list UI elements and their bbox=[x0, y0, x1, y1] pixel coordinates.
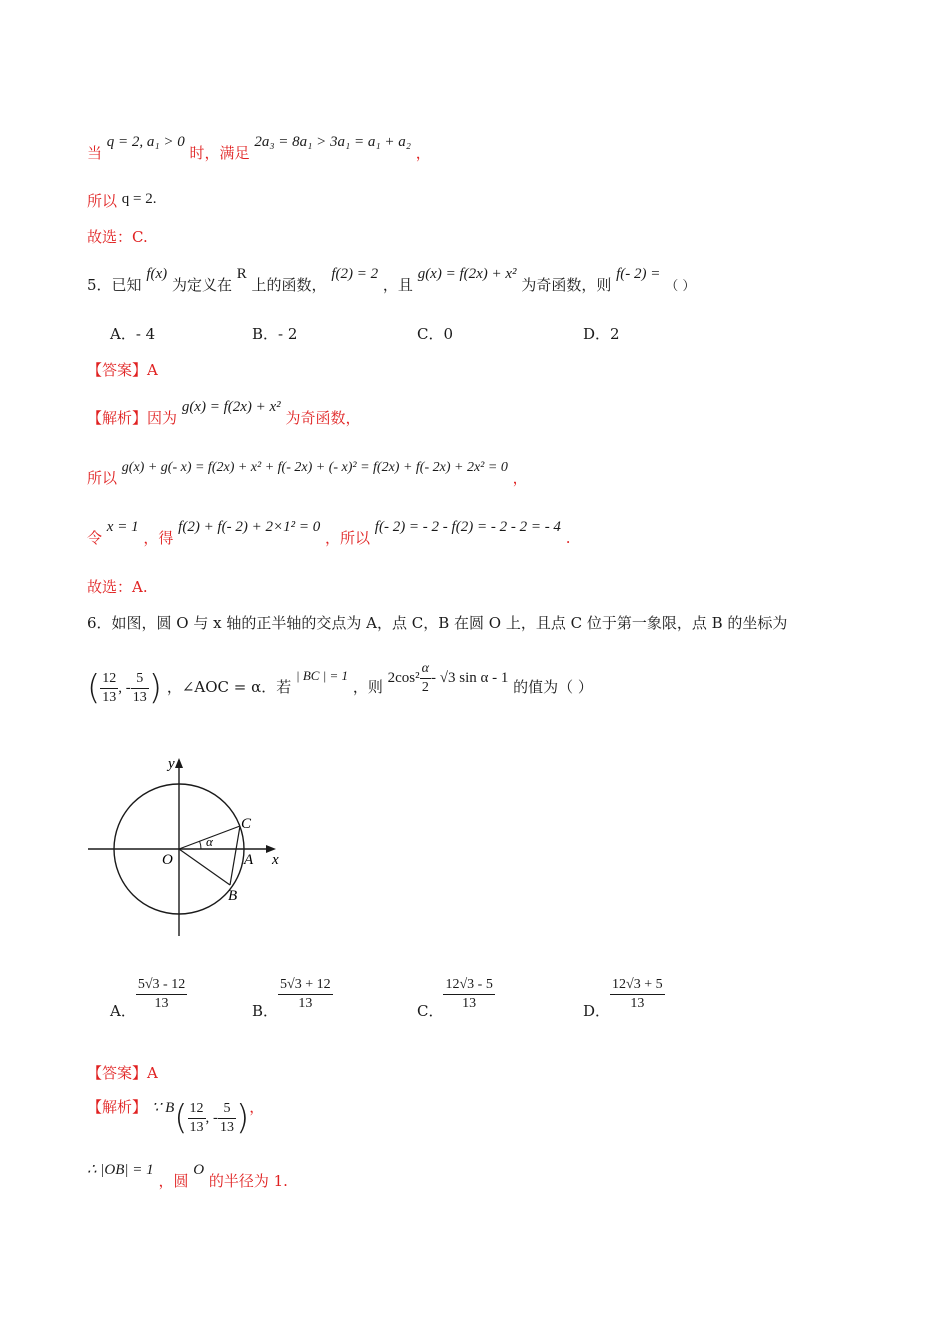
denominator: 13 bbox=[132, 689, 147, 705]
explanation-label: 【解析】 bbox=[87, 1098, 148, 1116]
option-label: D． bbox=[583, 1002, 611, 1020]
alpha-half-frac bbox=[420, 660, 431, 697]
q5-explanation-3 bbox=[87, 519, 571, 548]
relation-math: 2a₃ = 8a₁ > 3a₁ = a₁ + a₂ bbox=[254, 134, 411, 150]
comma: ， bbox=[415, 144, 431, 162]
q5-final-answer: 故选：A. bbox=[87, 578, 148, 596]
option-value: 2 bbox=[610, 325, 620, 343]
q6-option-a[interactable] bbox=[110, 976, 187, 1020]
option-label: B． bbox=[252, 325, 279, 343]
q5-f2: f(2) = 2 bbox=[331, 266, 379, 282]
coord-frac-1 bbox=[100, 670, 118, 707]
numerator: 12√3 + 5 bbox=[610, 976, 665, 995]
q5-paren: （ ） bbox=[665, 279, 696, 294]
so-text: 所以 bbox=[87, 469, 118, 487]
option-value: - 4 bbox=[135, 325, 156, 343]
q6-option-d[interactable] bbox=[583, 976, 665, 1020]
b-frac-2 bbox=[218, 1100, 236, 1137]
segment-ob bbox=[179, 849, 230, 885]
let-text: 令 bbox=[87, 529, 103, 547]
ob-math: ∴ |OB| = 1 bbox=[87, 1162, 154, 1178]
label-c: C bbox=[241, 816, 252, 832]
option-label: A． bbox=[110, 1002, 136, 1020]
y-axis-arrow bbox=[175, 758, 183, 768]
q5-exp1-math: g(x) = f(2x) + x² bbox=[181, 399, 281, 415]
option-label: A． bbox=[110, 325, 136, 343]
when-suffix-text: 时，满足 bbox=[189, 144, 250, 162]
numerator: 5 bbox=[131, 670, 149, 689]
right-paren: ) bbox=[236, 1098, 250, 1138]
q5-exp3-result: f(- 2) = - 2 - f(2) = - 2 - 2 = - 4 bbox=[374, 519, 561, 535]
label-alpha: α bbox=[206, 834, 213, 849]
expr-pre: 2cos² bbox=[387, 670, 420, 686]
numerator: 5√3 - 12 bbox=[136, 976, 187, 995]
b-frac-1 bbox=[188, 1100, 206, 1137]
q-value-math: q = 2. bbox=[121, 191, 157, 207]
denominator: 13 bbox=[298, 996, 313, 1011]
label-y: y bbox=[168, 756, 175, 772]
q5-explanation-1 bbox=[87, 399, 361, 428]
circle-text: ，圆 bbox=[158, 1172, 189, 1190]
previous-answer: 故选：C. bbox=[87, 228, 148, 246]
option-label: D． bbox=[583, 325, 611, 343]
numerator: 12√3 - 5 bbox=[443, 976, 494, 995]
q5-fm2: f(- 2) = bbox=[616, 266, 661, 282]
left-paren: ( bbox=[87, 668, 101, 708]
denominator: 2 bbox=[421, 679, 429, 695]
option-value: 0 bbox=[443, 325, 454, 343]
q5-exp3-x: x = 1 bbox=[106, 519, 139, 535]
q5-R: R bbox=[236, 266, 247, 282]
when-text: 当 bbox=[87, 144, 103, 162]
q5-text4: 为奇函数，则 bbox=[521, 276, 612, 294]
condition-math: q = 2, a₁ > 0 bbox=[106, 134, 185, 150]
denominator: 13 bbox=[154, 996, 169, 1011]
right-paren: ) bbox=[148, 668, 163, 708]
label-x: x bbox=[272, 852, 279, 868]
comma: ， bbox=[512, 469, 528, 487]
because-text: 因为 bbox=[147, 409, 178, 427]
q5-option-c[interactable] bbox=[417, 323, 453, 344]
q5-option-b[interactable] bbox=[252, 323, 297, 344]
coord-sep: , - bbox=[118, 680, 131, 696]
label-a: A bbox=[244, 852, 254, 868]
ask-text: 的值为（ ） bbox=[513, 678, 593, 696]
so-text: ，所以 bbox=[324, 529, 370, 547]
numerator: α bbox=[420, 660, 431, 679]
q6-answer: 【答案】A bbox=[87, 1064, 158, 1082]
explanation-label: 【解析】 bbox=[87, 409, 148, 427]
q5-answer: 【答案】A bbox=[87, 361, 158, 379]
bc-math: | BC | = 1 bbox=[296, 668, 349, 683]
q5-exp3-eq: f(2) + f(- 2) + 2×1² = 0 bbox=[178, 519, 321, 535]
denominator: 13 bbox=[630, 996, 645, 1011]
q6-stem-line1: 6．如图，圆 O 与 x 轴的正半轴的交点为 A，点 C，B 在圆 O 上，且点 C 位于第一象限，点 B 的坐标为 bbox=[87, 614, 788, 632]
q5-text3: ，且 bbox=[382, 276, 413, 294]
unit-circle-figure bbox=[84, 752, 294, 942]
numerator: 12 bbox=[100, 670, 118, 689]
q5-text1: 为定义在 bbox=[171, 276, 232, 294]
radius-text: 的半径为 1. bbox=[208, 1172, 288, 1190]
q6-stem-line2 bbox=[87, 660, 593, 708]
numerator: 5√3 + 12 bbox=[278, 976, 333, 995]
o-math: O bbox=[193, 1162, 205, 1178]
q5-number: 5．已知 bbox=[87, 276, 142, 294]
q6-explanation-1 bbox=[87, 1098, 264, 1138]
q6-explanation-2 bbox=[87, 1162, 288, 1191]
q6-option-b[interactable] bbox=[252, 976, 333, 1020]
q6-option-c[interactable] bbox=[417, 976, 495, 1020]
denominator: 13 bbox=[102, 689, 117, 705]
denominator: 13 bbox=[189, 1119, 204, 1135]
numerator: 5 bbox=[218, 1100, 236, 1119]
then-text: ，则 bbox=[352, 678, 383, 696]
q5-text2: 上的函数， bbox=[251, 276, 327, 294]
odd-func-text: 为奇函数， bbox=[285, 409, 361, 427]
q5-fx: f(x) bbox=[146, 266, 168, 282]
label-b: B bbox=[228, 888, 238, 904]
option-frac bbox=[610, 976, 665, 1013]
expr-post: - √3 sin α - 1 bbox=[431, 670, 509, 686]
option-frac bbox=[443, 976, 494, 1013]
alpha-arc bbox=[200, 841, 202, 849]
option-frac bbox=[136, 976, 187, 1013]
so-q-line bbox=[87, 190, 157, 211]
denominator: 13 bbox=[462, 996, 477, 1011]
b-sep: , - bbox=[205, 1110, 219, 1126]
denominator: 13 bbox=[220, 1119, 235, 1135]
option-value: - 2 bbox=[278, 325, 298, 343]
angle-text: ，∠AOC = α．若 bbox=[166, 678, 292, 696]
option-frac bbox=[278, 976, 333, 1013]
q5-option-d[interactable] bbox=[583, 323, 620, 344]
label-o: O bbox=[162, 852, 173, 868]
get-text: ，得 bbox=[143, 529, 174, 547]
option-label: B． bbox=[252, 1002, 279, 1020]
q5-gx: g(x) = f(2x) + x² bbox=[417, 266, 517, 282]
q4-continuation-line bbox=[87, 134, 431, 163]
q5-exp2-math: g(x) + g(- x) = f(2x) + x² + f(- 2x) + (- x)² = f(2x) + f(- 2x) + 2x² = 0 bbox=[121, 460, 508, 475]
option-label: C． bbox=[417, 325, 444, 343]
because-b: ∵ B bbox=[151, 1100, 175, 1116]
period: . bbox=[565, 529, 571, 547]
so-text: 所以 bbox=[87, 192, 118, 210]
q5-stem bbox=[87, 266, 696, 295]
q5-option-a[interactable] bbox=[110, 323, 155, 344]
left-paren: ( bbox=[174, 1098, 188, 1138]
comma: ， bbox=[249, 1098, 265, 1116]
option-label: C． bbox=[417, 1002, 444, 1020]
numerator: 12 bbox=[188, 1100, 206, 1119]
q5-explanation-2 bbox=[87, 460, 528, 488]
coord-frac-2 bbox=[131, 670, 149, 707]
